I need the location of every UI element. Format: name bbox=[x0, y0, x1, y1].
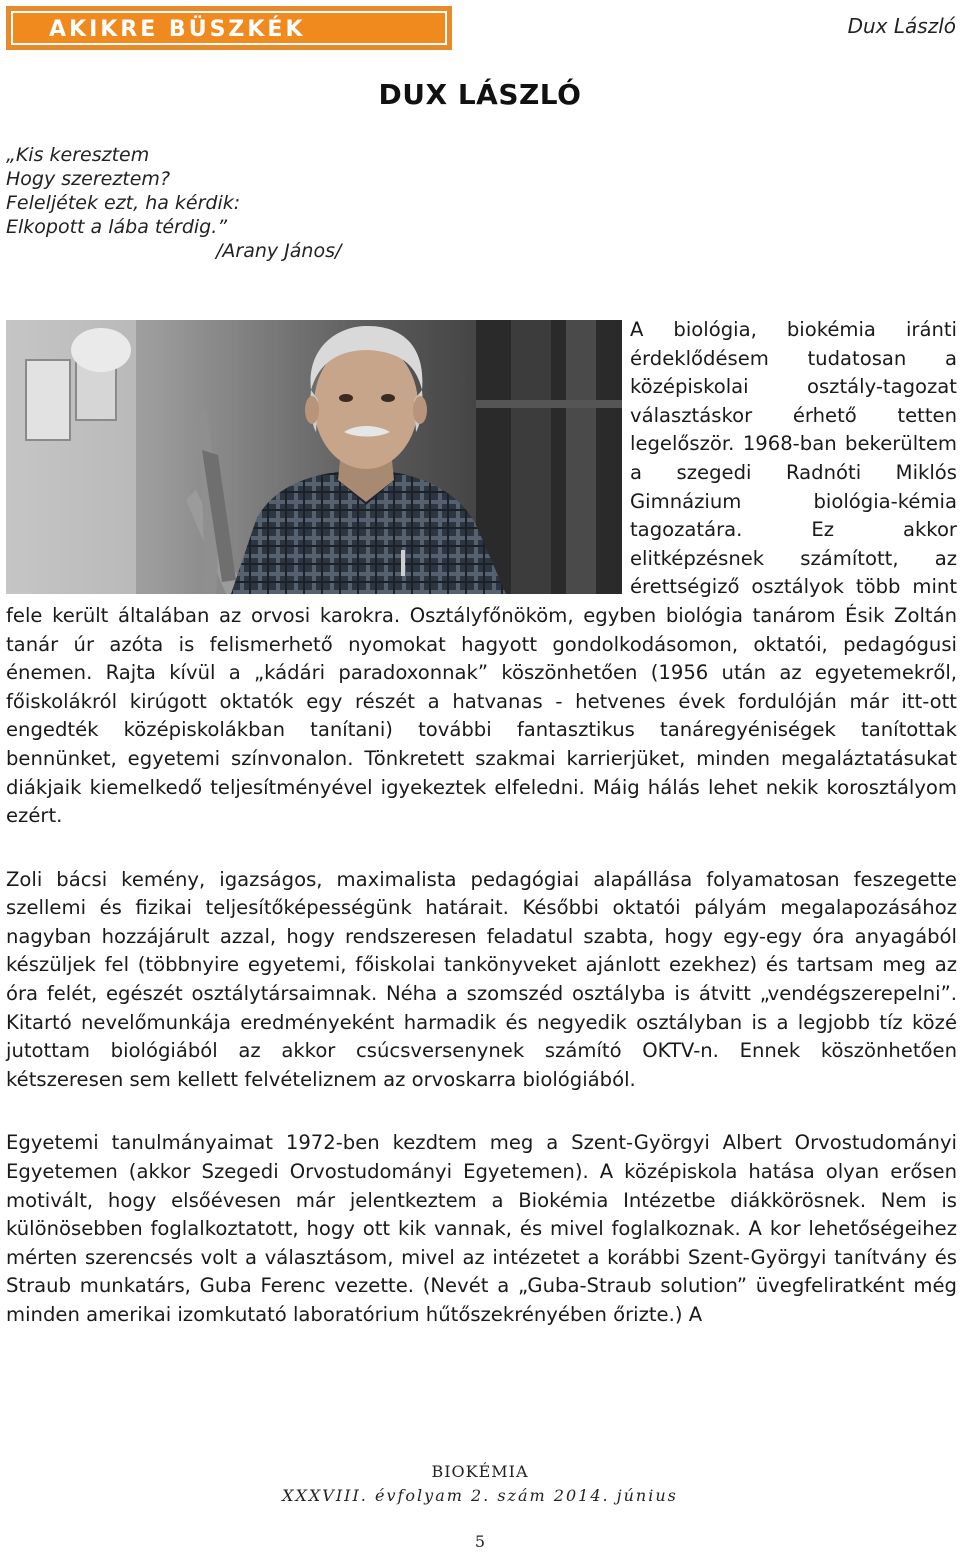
epigraph-attribution: /Arany János/ bbox=[216, 240, 342, 262]
footer-journal-name: BIOKÉMIA bbox=[431, 1462, 529, 1481]
article-title: DUX LÁSZLÓ bbox=[378, 78, 582, 111]
photo-float-spacer bbox=[6, 316, 630, 600]
paragraph: Egyetemi tanulmányaimat 1972-ben kezdtem meg a Szent-Györgyi Albert Orvostudományi Egyetemen (akkor Szegedi Orvostudományi Egyetemen). A középiskola hatása olyan erősen motivált, hogy elsőévesen már jelentkeztem a Biokémia Intézetbe diákkörösnek. Nem is különösebben foglalkoztatott, hogy ott kik vannak, és mivel foglalkoznak. A kor lehetőségeihez mérten szerencsés volt a választásom, mivel az intézetet a korábbi Szent-Györgyi tanítvány és Straub munkatárs, Guba Ferenc vezette. (Nevét a „Guba-Straub solution” üvegfeliratként még minden amerikai izomkutató laboratórium hűtőszekrényében őrizte.) A bbox=[6, 1131, 957, 1326]
paragraph: A biológia, biokémia iránti érdeklődésem tudatosan a középiskolai osztály-tagozat választáskor érhető tetten legelőször. 1968-ban bekerültem a szegedi Radnóti Miklós Gimnázium biológia-kémia tagozatára. Ez akkor elitképzésnek számított, az érettségiző osztályok több mint fele került általában az orvosi karokra. Osztályfőnököm, egyben biológia tanárom Ésik Zoltán tanár úr azóta is felismerhető nyomokat hagyott gondolkodásomon, oktatói, pedagógusi énemen. Rajta kívül a „kádári paradoxonnak” köszönhetően (1956 után az egyetemekről, főiskolákról kirúgott oktatók egy részét a hatvanas - hetvenes évek fordulóján már itt-ott engedték középiskolákban tanítani) további fantasztikus tanáregyéniségek tanítottak bennünket, egyetemi színvonalon. Tönkretett szakmai karrierjüket, minden megaláztatásukat diákjaik kiemelkedő teljesítményével igyekeztek elfeledni. Máig hálás lehet nekik korosztályom ezért. bbox=[6, 318, 957, 828]
paragraph: Zoli bácsi kemény, igazságos, maximalista pedagógiai alapállása folyamatosan feszegette szellemi és fizikai teljesítőképességünk határait. Későbbi oktatói pályám megalapozásához nagyban hozzájárult azzal, hogy rendszeresen feladatul szabta, hogy egy-egy óra anyagából készüljek fel (többnyire egyetemi, főiskolai tankönyveket ajánlott ezekhez) és tartsam meg az óra felét, egészét osztálytársaimnak. Néha a szomszéd osztályba is átvitt „vendégszerepelni”. Kitartó nevelőmunkája eredményeként harmadik és negyedik osztályban is a legjobb tíz közé jutottam biológiából az akkor csúcsversenynek számító OKTV-n. Ennek köszönhetően kétszeresen sem kellett felvételiznem az orvoskarra biológiából. bbox=[6, 867, 957, 1091]
epigraph-line: „Kis keresztem bbox=[6, 144, 150, 166]
epigraph-line: Elkopott a lába térdig.” bbox=[6, 216, 228, 238]
section-label: AKIKRE BÜSZKÉK VAGYUNK bbox=[11, 11, 447, 45]
section-banner bbox=[6, 6, 452, 76]
epigraph bbox=[6, 143, 341, 263]
running-head: Dux László bbox=[847, 14, 956, 38]
epigraph-line: Hogy szereztem? bbox=[6, 168, 171, 190]
page-number: 5 bbox=[474, 1532, 486, 1551]
article-body bbox=[6, 316, 957, 1330]
epigraph-line: Feleljétek ezt, ha kérdik: bbox=[6, 192, 241, 214]
footer-issue-info: XXXVIII. évfolyam 2. szám 2014. június bbox=[282, 1486, 678, 1505]
